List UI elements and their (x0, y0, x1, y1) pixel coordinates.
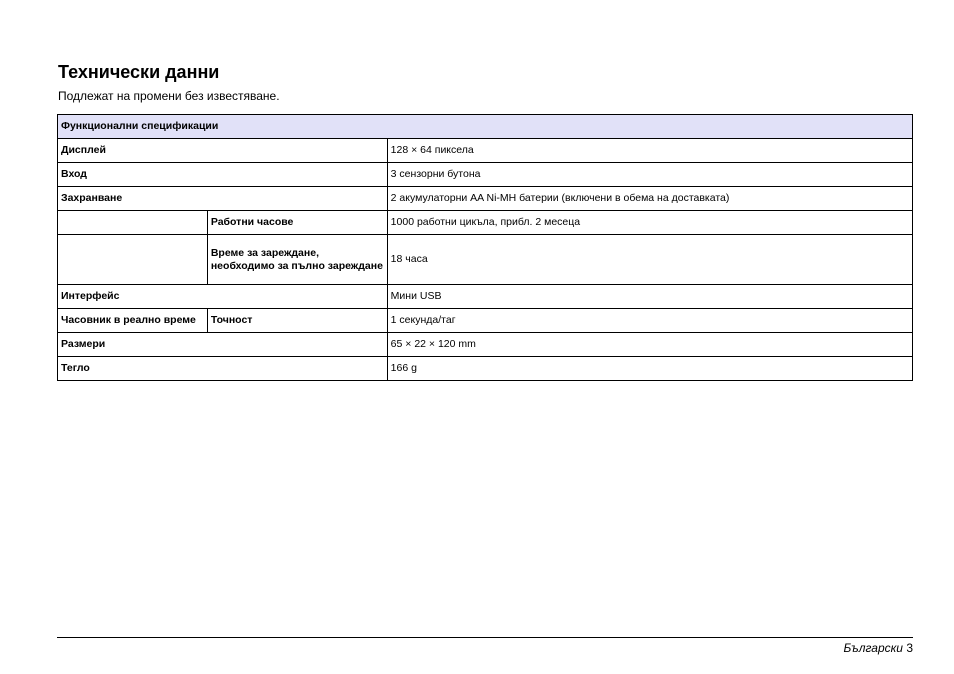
operating-hours-label: Работни часове (207, 211, 387, 235)
dimensions-value: 65 × 22 × 120 mm (387, 333, 912, 357)
interface-label: Интерфейс (58, 285, 388, 309)
weight-label: Тегло (58, 357, 388, 381)
input-label: Вход (58, 163, 388, 187)
power-value: 2 акумулаторни AA Ni-MH батерии (включени в обема на доставката) (387, 187, 912, 211)
charge-time-value: 18 часа (387, 235, 912, 285)
footer-divider (57, 637, 913, 638)
table-row (58, 235, 913, 285)
table-row (58, 285, 913, 309)
footer-language: Български (843, 641, 903, 655)
table-row (58, 333, 913, 357)
page-title: Технически данни (58, 62, 220, 82)
dimensions-label: Размери (58, 333, 388, 357)
page-number: 3 (906, 641, 913, 655)
table-header-row (58, 115, 913, 139)
table-header-cell: Функционални спецификации (58, 115, 913, 139)
table-row (58, 187, 913, 211)
table-row (58, 309, 913, 333)
table-row (58, 139, 913, 163)
accuracy-value: 1 секунда/таг (387, 309, 912, 333)
table-row (58, 357, 913, 381)
interface-value: Мини USB (387, 285, 912, 309)
weight-value: 166 g (387, 357, 912, 381)
empty-cell (58, 235, 208, 285)
specifications-table (57, 114, 913, 381)
page-footer (843, 641, 913, 655)
operating-hours-value: 1000 работни цикъла, прибл. 2 месеца (387, 211, 912, 235)
charge-time-label: Време за зареждане, необходимо за пълно зареждане (207, 235, 387, 285)
table-row (58, 211, 913, 235)
accuracy-label: Точност (207, 309, 387, 333)
page-subtitle: Подлежат на промени без известяване. (58, 89, 280, 103)
table-row (58, 163, 913, 187)
power-label: Захранване (58, 187, 388, 211)
rtc-label: Часовник в реално време (58, 309, 208, 333)
empty-cell (58, 211, 208, 235)
display-value: 128 × 64 пиксела (387, 139, 912, 163)
display-label: Дисплей (58, 139, 388, 163)
input-value: 3 сензорни бутона (387, 163, 912, 187)
